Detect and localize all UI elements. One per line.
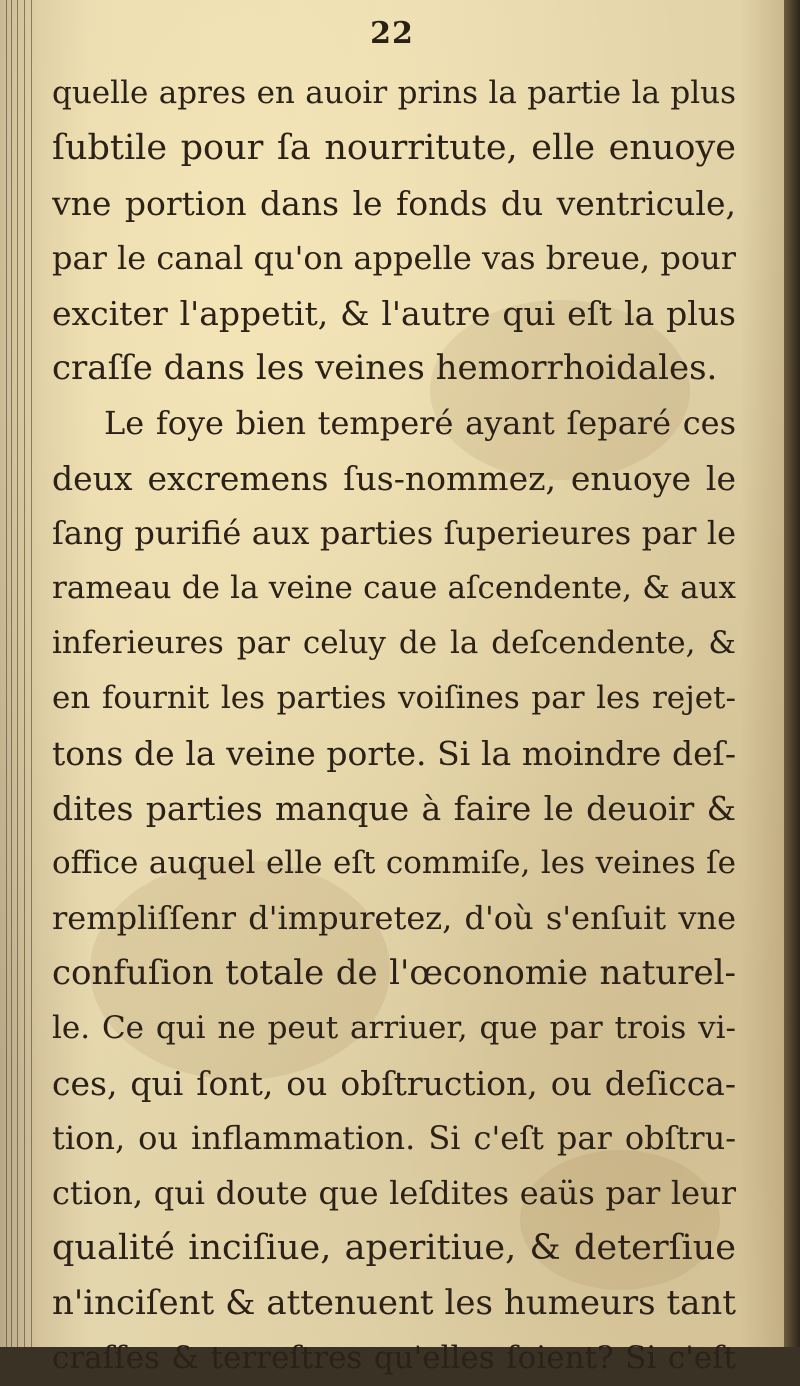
- text-line: inferieures par celuy de la deſcendente, &: [52, 625, 736, 661]
- binding-edge-line: [6, 0, 7, 1347]
- text-line: rempliſſenr d'impuretez, d'où s'enſuit vne: [52, 899, 736, 937]
- text-line: qualité inciſiue, aperitiue, & deterſiue: [52, 1228, 736, 1268]
- text-line: ſang purifié aux parties ſuperieures par le: [52, 514, 736, 552]
- text-line: quelle apres en auoir prins la partie la plus: [52, 75, 736, 111]
- text-line: deux excremens ſus-nommez, enuoye le: [52, 459, 736, 498]
- binding-edge-line: [24, 0, 25, 1347]
- text-line: ces, qui ſont, ou obſtruction, ou deſicca-: [52, 1064, 736, 1103]
- text-line: tons de la veine porte. Si la moindre deſ-: [52, 734, 736, 773]
- binding-edge-line: [31, 0, 32, 1347]
- text-line: Le foye bien temperé ayant ſeparé ces: [104, 404, 736, 442]
- binding-edge-line: [17, 0, 18, 1347]
- page-edge-shadow: [784, 0, 800, 1347]
- text-line: craſſes & terreſtres qu'elles ſoient? Si c'eſt: [52, 1340, 736, 1376]
- text-line: ction, qui doute que leſdites eaüs par leur: [52, 1174, 736, 1212]
- text-line: par le canal qu'on appelle vas breue, pour: [52, 239, 736, 277]
- page-number: 22: [370, 16, 414, 51]
- text-line: en fournit les parties voiſines par les rejet-: [52, 680, 736, 716]
- text-line: office auquel elle eſt commiſe, les veines ſe: [52, 845, 736, 881]
- text-line: confuſion totale de l'œconomie naturel-: [52, 953, 736, 993]
- text-line: exciter l'appetit, & l'autre qui eſt la plus: [52, 294, 736, 333]
- body-text: [52, 66, 736, 1386]
- text-line: n'inciſent & attenuent les humeurs tant: [52, 1283, 736, 1323]
- text-line: le. Ce qui ne peut arriuer, que par trois vi-: [52, 1010, 736, 1046]
- text-line: rameau de la veine caue aſcendente, & aux: [52, 570, 736, 606]
- text-line: craſſe dans les veines hemorrhoidales.: [52, 348, 718, 388]
- binding-edge-line: [11, 0, 12, 1347]
- text-line: ſubtile pour ſa nourritute, elle enuoye: [52, 128, 736, 168]
- text-line: tion, ou inflammation. Si c'eſt par obſtru-: [52, 1119, 736, 1157]
- text-line: vne portion dans le fonds du ventricule,: [52, 184, 736, 223]
- text-line: dites parties manque à faire le deuoir &: [52, 789, 736, 828]
